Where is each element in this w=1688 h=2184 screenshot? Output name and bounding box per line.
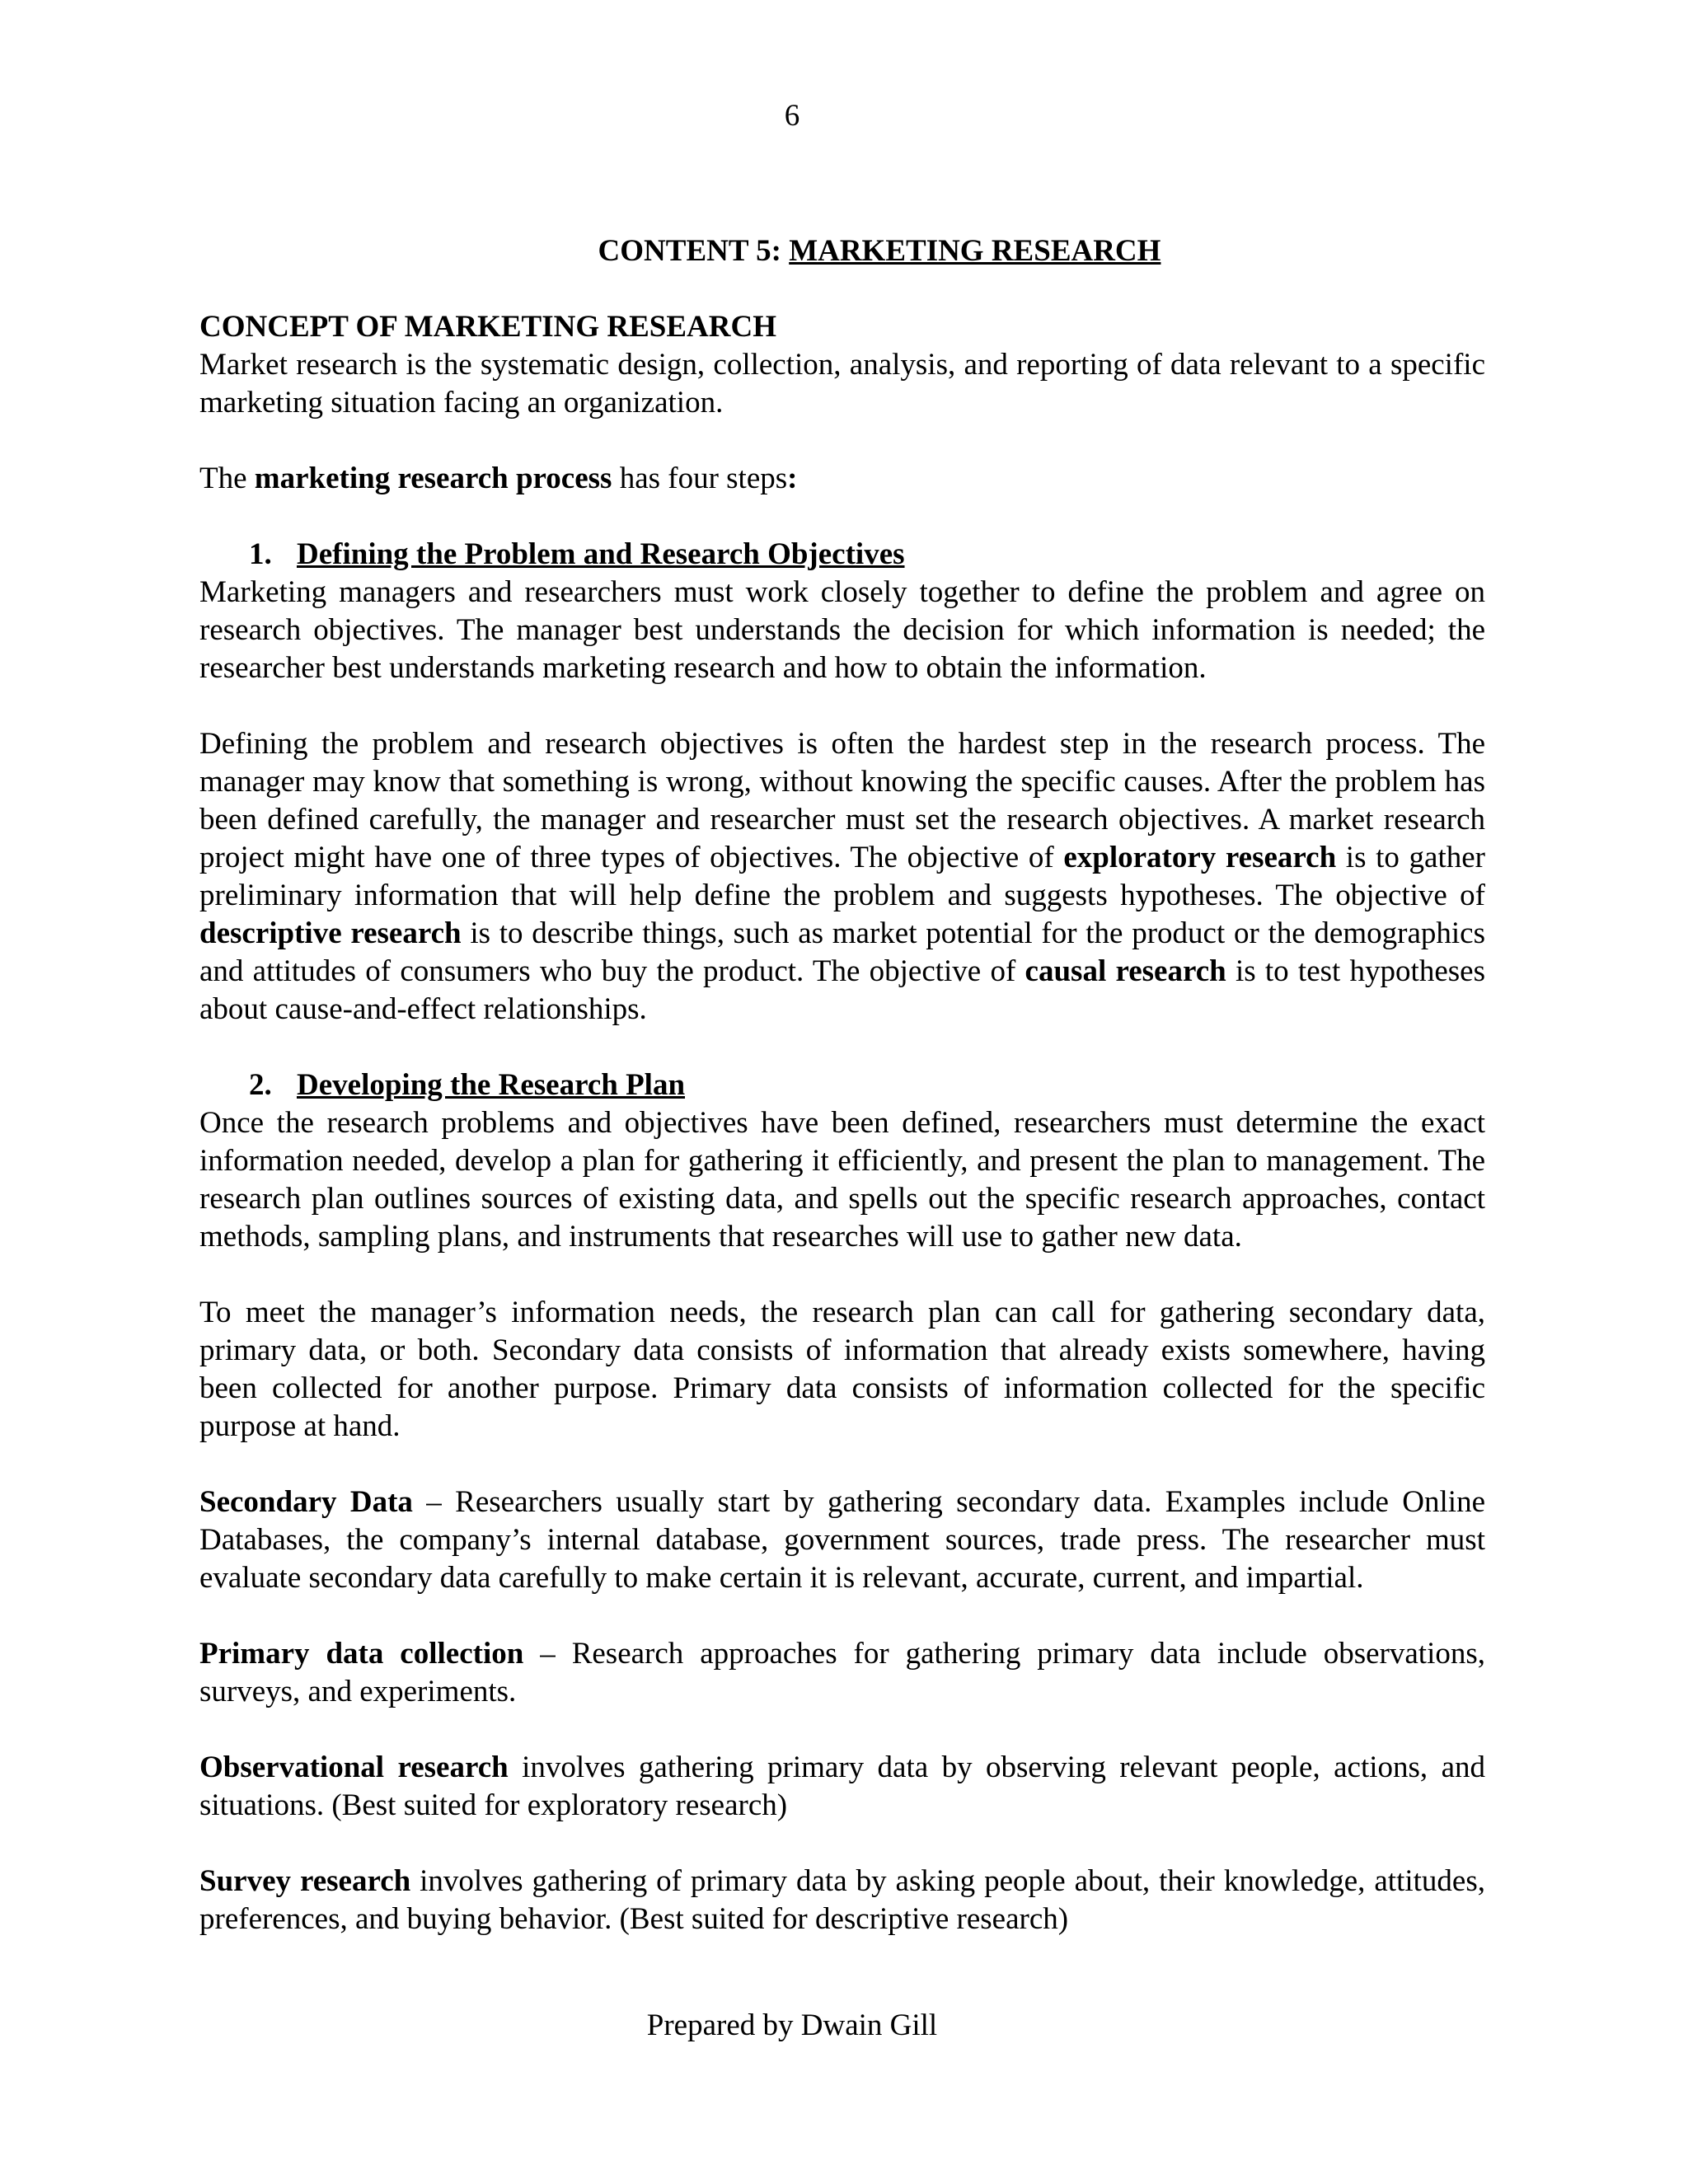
survey-paragraph: [199, 1863, 1485, 1938]
primary-data-text: – Research approaches for gathering primary data include observations, surveys, and experiments.: [199, 1637, 1486, 1708]
observational-term: Observational research: [199, 1750, 509, 1784]
step1-p2-text-4: is to test hypotheses about cause-and-effect relationships.: [199, 954, 1485, 1026]
step2-number: 2.: [249, 1068, 272, 1102]
document-body: [199, 232, 1485, 1938]
step2-title: Developing the Research Plan: [297, 1068, 686, 1102]
exploratory-research-term: exploratory research: [1063, 841, 1337, 874]
process-intro: [199, 460, 1485, 498]
title-prefix: CONTENT 5:: [598, 234, 790, 268]
secondary-data-paragraph: [199, 1483, 1485, 1597]
process-intro-before: The: [199, 462, 255, 495]
step1-number: 1.: [249, 537, 272, 571]
secondary-data-term: Secondary Data: [199, 1485, 413, 1519]
step1-heading: [199, 536, 1485, 574]
step1-paragraph-1: Marketing managers and researchers must work closely together to define the problem and agree on research objectives. The manager best understands the decision for which information is needed; the researcher best understands marketing research and how to obtain the information.: [199, 575, 1485, 685]
primary-data-paragraph: [199, 1635, 1485, 1711]
observational-paragraph: [199, 1749, 1485, 1825]
process-intro-colon: :: [787, 462, 798, 495]
step2-heading: [199, 1066, 1485, 1104]
page-footer: Prepared by Dwain Gill: [646, 2008, 938, 2042]
secondary-data-text: – Researchers usually start by gathering secondary data. Examples include Online Databases, the company’s internal database, government sources, trade press. The researcher must evaluate secondary data carefully to make certain it is relevant, accurate, current, and impartial.: [199, 1485, 1485, 1595]
process-intro-after: has four steps: [612, 462, 788, 495]
descriptive-research-term: descriptive research: [199, 916, 462, 950]
process-intro-bold: marketing research process: [254, 462, 612, 495]
title-underlined: MARKETING RESEARCH: [789, 234, 1161, 268]
step2-paragraph-1: Once the research problems and objectives have been defined, researchers must determine the exact information needed, develop a plan for gathering it efficiently, and present the plan to management. The research plan outlines sources of existing data, and spells out the specific research approaches, contact methods, sampling plans, and instruments that researches will use to gather new data.: [199, 1106, 1485, 1254]
step1-paragraph-2: [199, 725, 1485, 1029]
primary-data-term: Primary data collection: [199, 1637, 524, 1671]
step1-title: Defining the Problem and Research Objectives: [297, 537, 905, 571]
causal-research-term: causal research: [1025, 954, 1226, 988]
survey-term: Survey research: [199, 1864, 411, 1898]
step1-p2-text-2: is to gather preliminary information that will help define the problem and suggests hypotheses. The objective of: [199, 841, 1485, 912]
page-number: 6: [784, 99, 800, 133]
step2-paragraph-2: To meet the manager’s information needs, the research plan can call for gathering secondary data, primary data, or both. Secondary data consists of information that already exists somewhere, having been collected for another purpose. Primary data consists of information collected for the specific purpose at hand.: [199, 1296, 1485, 1443]
observational-text: involves gathering primary data by observing relevant people, actions, and situations. (Best suited for exploratory research): [199, 1750, 1486, 1822]
step1-p2-text-1: Defining the problem and research objectives is often the hardest step in the research process. The manager may know that something is wrong, without knowing the specific causes. After the problem has been defined carefully, the manager and researcher must set the research objectives. A market research project might have one of three types of objectives. The objective of: [199, 727, 1485, 874]
concept-heading: CONCEPT OF MARKETING RESEARCH: [199, 310, 776, 344]
step1-p2-text-3: is to describe things, such as market potential for the product or the demographics and attitudes of consumers who buy the product. The objective of: [199, 916, 1485, 988]
concept-paragraph: Market research is the systematic design, collection, analysis, and reporting of data relevant to a specific marketing situation facing an organization.: [199, 348, 1485, 419]
survey-text: involves gathering of primary data by asking people about, their knowledge, attitudes, preferences, and buying behavior. (Best suited for descriptive research): [199, 1864, 1485, 1936]
page-title: [199, 232, 1485, 270]
